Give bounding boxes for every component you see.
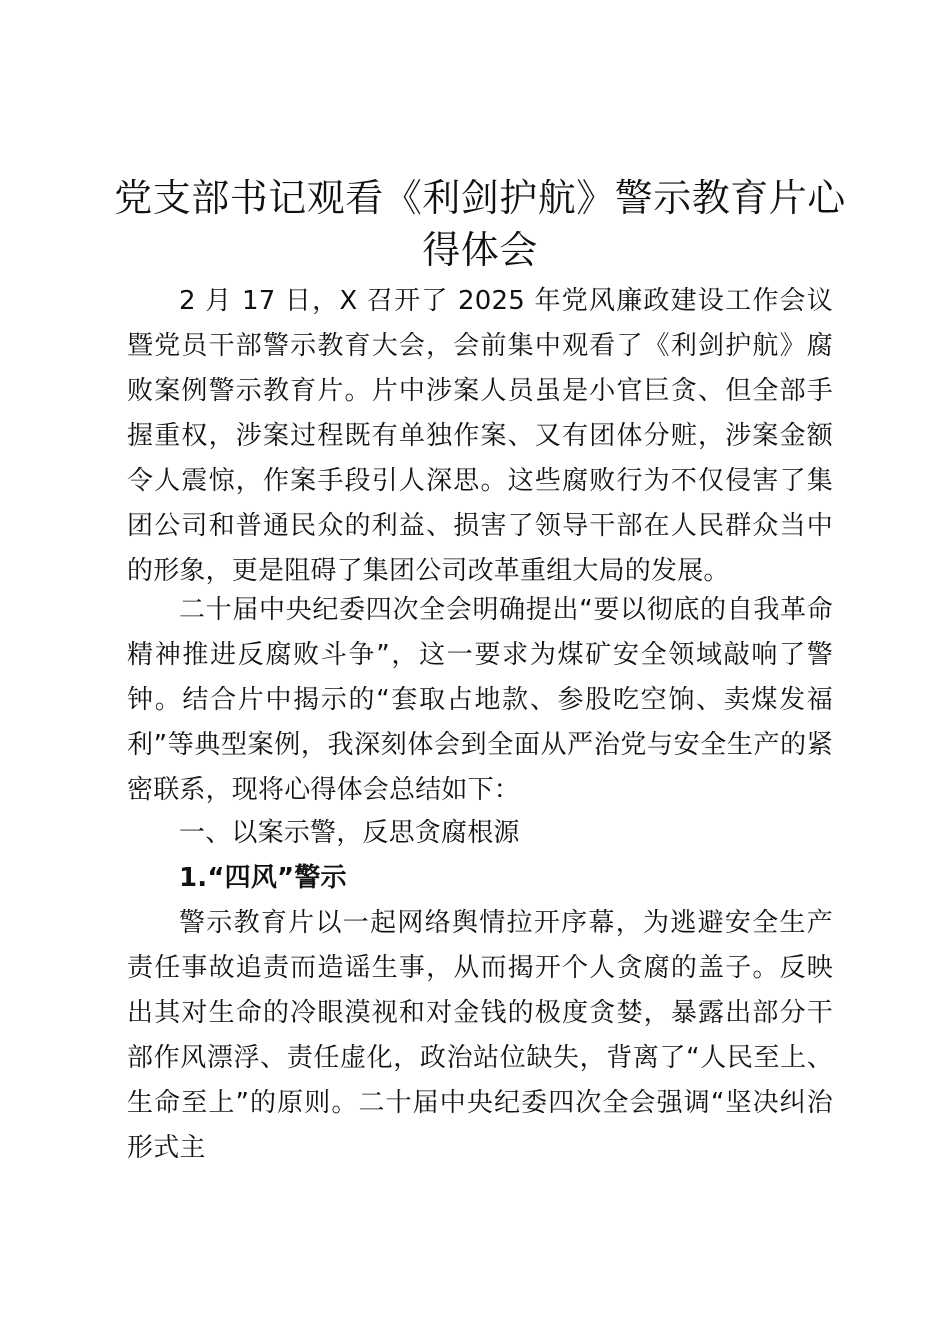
paragraph-four-winds-warning: 警示教育片以一起网络舆情拉开序幕，为逃避安全生产责任事故追责而造谣生事，从而揭开个人贪腐的盖子。反映出其对生命的冷眼漠视和对金钱的极度贪婪，暴露出部分干部作风漂浮、责任虚化，政治站位缺失，背离了“人民至上、生命至上”的原则。二十届中央纪委四次全会强调“坚决纠治形式主 [127, 908, 833, 1163]
section-heading: 一、以案示警，反思贪腐根源 [179, 818, 520, 848]
document-title: 党支部书记观看《利剑护航》警示教育片心得体会 [114, 176, 846, 272]
paragraph-plenary-requirement: 二十届中央纪委四次全会明确提出“要以彻底的自我革命精神推进反腐败斗争”，这一要求为煤矿安全领域敲响了警钟。结合片中揭示的“套取占地款、参股吃空饷、卖煤发福利”等典型案例，我深刻体会到全面从严治党与安全生产的紧密联系，现将心得体会总结如下： [127, 595, 833, 805]
subsection-heading: 1.“四风”警示 [179, 863, 347, 893]
paragraph-meeting-summary: 2 月 17 日，X 召开了 2025 年党风廉政建设工作会议暨党员干部警示教育大会，会前集中观看了《利剑护航》腐败案例警示教育片。片中涉案人员虽是小官巨贪、但全部手握重权，涉案过程既有单独作案、又有团体分赃，涉案金额令人震惊，作案手段引人深思。这些腐败行为不仅侵害了集团公司和普通民众的利益、损害了领导干部在人民群众当中的形象，更是阻碍了集团公司改革重组大局的发展。 [127, 286, 833, 586]
